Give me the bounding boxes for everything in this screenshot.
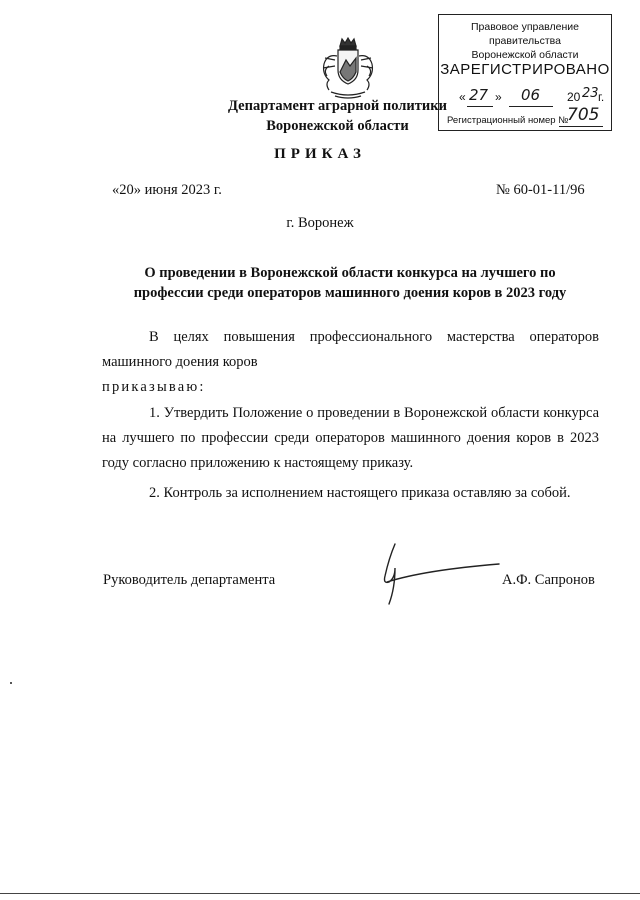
body-paragraph-purpose: В целях повышения профессионального мастерства операторов машинного доения коров: [102, 329, 599, 370]
department-region: Воронежской области: [266, 118, 409, 134]
stamp-org-line1: Правовое управление правительства: [470, 21, 579, 47]
stamp-year-prefix: 20: [567, 90, 581, 104]
body-order-word: приказываю:: [102, 379, 206, 395]
page-bottom-edge: [0, 893, 640, 894]
stamp-month: 06: [521, 86, 541, 104]
stamp-organization: [439, 20, 611, 62]
stamp-quote-open: «: [459, 90, 466, 104]
stamp-quote-close: »: [495, 90, 502, 104]
scan-speck: [10, 682, 12, 684]
order-title: ПРИКАЗ: [274, 146, 366, 162]
order-date: «20» июня 2023 г.: [112, 182, 222, 198]
order-city: г. Воронеж: [286, 215, 354, 231]
order-number: № 60-01-11/96: [496, 182, 585, 198]
handwritten-signature: [365, 540, 505, 610]
department-header: [220, 96, 455, 136]
stamp-year-suffix: 23: [582, 86, 599, 101]
stamp-org-line2: Воронежской области: [471, 49, 579, 61]
stamp-number-line: [447, 105, 605, 129]
coat-of-arms-icon: [313, 36, 383, 102]
stamp-status: ЗАРЕГИСТРИРОВАНО: [440, 61, 610, 78]
registration-stamp: [438, 14, 612, 131]
body-item-1: 1. Утвердить Положение о проведении в Воронежской области конкурса на лучшего по профессии среди операторов машинного доения коров в 2023 году согласно приложению к настоящему приказу.: [102, 405, 599, 471]
stamp-day: 27: [469, 86, 489, 104]
signatory-position: Руководитель департамента: [103, 572, 276, 588]
order-subject-line2: профессии среди операторов машинного доения коров в 2023 году: [133, 285, 567, 301]
body-item-2: 2. Контроль за исполнением настоящего приказа оставляю за собой.: [149, 485, 571, 501]
department-name: Департамент аграрной политики: [228, 98, 447, 114]
stamp-reg-label: Регистрационный номер №: [447, 115, 569, 126]
order-subject-line1: О проведении в Воронежской области конкурса на лучшего по: [144, 265, 556, 281]
stamp-year-unit: г.: [598, 90, 605, 104]
signatory-name: А.Ф. Сапронов: [502, 572, 595, 588]
order-subject: [100, 263, 600, 303]
stamp-reg-number: 705: [567, 105, 600, 125]
